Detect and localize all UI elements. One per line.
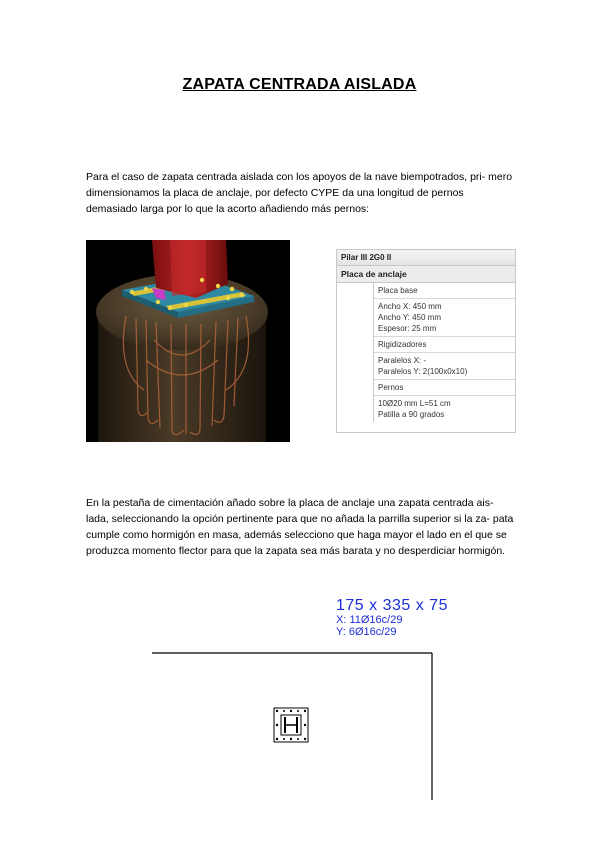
anchor-plate-properties-table: [336, 249, 516, 433]
paragraph-line: demasiado larga por lo que la acorto añadiendo más pernos:: [86, 203, 370, 215]
paragraph-footing: [86, 495, 516, 559]
document-title: ZAPATA CENTRADA AISLADA: [182, 76, 417, 93]
anchor-plate-3d-render: [86, 240, 290, 442]
footing-dimensions-label: [336, 597, 448, 638]
table-section-title: Placa de anclaje: [337, 266, 515, 283]
footing-plan-sketch: [150, 650, 440, 802]
paragraph-line: que se produzca momento flector para que la zapata sea más barata y no desperdiciar: [86, 529, 507, 557]
table-row: Placa base: [374, 283, 515, 299]
table-row: 10Ø20 mm L=51 cm Patilla a 90 grados: [378, 399, 451, 419]
paragraph-line: mero dimensionamos la placa de anclaje, por defecto CYPE da una longitud de pernos: [86, 171, 513, 199]
paragraph-line: En la pestaña de cimentación añado sobre la placa de anclaje una zapata centrada ais-: [86, 497, 494, 509]
paragraph-line: pata cumple como hormigón en masa, además selecciono que haga mayor el lado en el: [86, 513, 514, 541]
paragraph-anchor-plate: [86, 169, 516, 217]
table-row: Paralelos X: - Paralelos Y: 2(100x0x10): [374, 353, 515, 380]
table-row: Pernos: [374, 380, 515, 396]
paragraph-line: lada, seleccionando la opción pertinente para que no añada la parrilla superior si la za-: [86, 513, 490, 525]
footing-reinforcement-y: Y: 6Ø16c/29: [336, 626, 397, 638]
table-row: Ancho X: 450 mm Ancho Y: 450 mm Espesor: 25 mm: [374, 299, 515, 337]
column-base-symbol: [274, 708, 308, 742]
paragraph-line: hormigón.: [458, 545, 506, 557]
table-header: Pilar III 2G0 II: [337, 250, 515, 266]
paragraph-line: Para el caso de zapata centrada aislada con los apoyos de la nave biempotrados, pri-: [86, 171, 486, 183]
footing-reinforcement-x: X: 11Ø16c/29: [336, 614, 403, 626]
table-row: Rigidizadores: [374, 337, 515, 353]
footing-size: 175 x 335 x 75: [336, 597, 448, 614]
